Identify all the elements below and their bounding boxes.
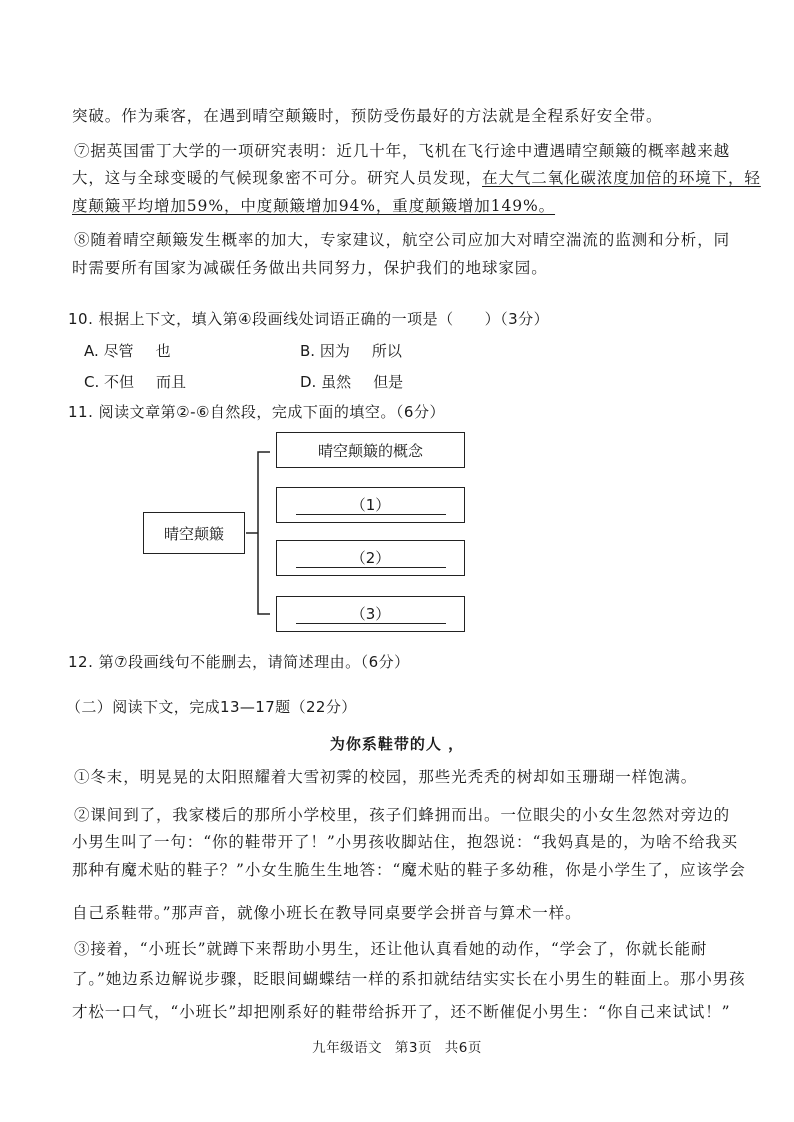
diagram-root-box: 晴空颠簸 xyxy=(143,512,245,554)
paragraph-7-line-1: ⑦据英国雷丁大学的一项研究表明：近几十年，飞机在飞行途中遭遇晴空颠簸的概率越来越 xyxy=(74,142,731,160)
question-10-stem: 10. 根据上下文，填入第④段画线处词语正确的一项是（ ）（3分） xyxy=(68,310,550,328)
page-footer xyxy=(0,1036,794,1056)
passage-2-paragraph-3-line-2: 了。”她边系边解说步骤，眨眼间蝴蝶结一样的系扣就结结实实长在小男生的鞋面上。那小男孩 xyxy=(72,970,746,988)
diagram-blank-1[interactable] xyxy=(276,487,465,523)
footer-total-pages: 共6页 xyxy=(444,1040,482,1056)
question-11-stem: 11. 阅读文章第②-⑥自然段，完成下面的填空。（6分） xyxy=(68,403,445,421)
passage-2-paragraph-2-line-3: 那种有魔术贴的鞋子？”小女生脆生生地答：“魔术贴的鞋子多幼稚，你是小学生了，应该学会 xyxy=(72,861,746,879)
paragraph-6-tail: 突破。作为乘客，在遇到晴空颠簸时，预防受伤最好的方法就是全程系好安全带。 xyxy=(72,107,663,125)
section-2-heading: （二）阅读下文，完成13—17题（22分） xyxy=(66,698,357,716)
blank-3-label: （3） xyxy=(296,605,446,624)
footer-page-number: 第3页 xyxy=(394,1040,432,1056)
paragraph-8-line-2: 时需要所有国家为减碳任务做出共同努力，保护我们的地球家园。 xyxy=(72,259,548,277)
q10-option-b[interactable]: B. 因为 所以 xyxy=(300,342,402,360)
passage-2-paragraph-2-line-4: 自己系鞋带。”那声音，就像小班长在教导同桌要学会拼音与算术一样。 xyxy=(72,904,582,922)
paragraph-7-plain: 大，这与全球变暖的气候现象密不可分。研究人员发现， xyxy=(72,169,483,187)
q10-option-a[interactable]: A. 尽管 也 xyxy=(84,342,171,360)
blank-2-label: （2） xyxy=(296,549,446,568)
q10-option-d[interactable]: D. 虽然 但是 xyxy=(300,373,404,391)
diagram-branch-concept: 晴空颠簸的概念 xyxy=(276,432,465,468)
footer-subject: 九年级语文 xyxy=(312,1040,383,1056)
passage-2-paragraph-3-line-1: ③接着，“小班长”就蹲下来帮助小男生，还让他认真看她的动作，“学会了，你就长能耐 xyxy=(74,940,708,958)
diagram-blank-2[interactable] xyxy=(276,540,465,576)
question-12-stem: 12. 第⑦段画线句不能删去，请简述理由。（6分） xyxy=(68,653,410,671)
passage-2-paragraph-2-line-1: ②课间到了，我家楼后的那所小学校里，孩子们蜂拥而出。一位眼尖的小女生忽然对旁边的 xyxy=(74,806,731,824)
passage-2-title: 为你系鞋带的人 ， xyxy=(329,735,465,753)
blank-1-label: （1） xyxy=(296,496,446,515)
passage-2-paragraph-3-line-3: 才松一口气，“小班长”却把刚系好的鞋带给拆开了，还不断催促小男生：“你自己来试试！” xyxy=(72,1003,731,1021)
passage-2-paragraph-2-line-2: 小男生叫了一句：“你的鞋带开了！”小男孩收脚站住，抱怨说：“我妈真是的，为啥不给我买 xyxy=(72,833,739,851)
q10-option-c[interactable]: C. 不但 而且 xyxy=(84,373,187,391)
diagram-blank-3[interactable] xyxy=(276,596,465,632)
bracket-line xyxy=(258,452,270,614)
paragraph-7-underlined-sentence-end: 度颠簸平均增加59%，中度颠簸增加94%，重度颠簸增加149%。 xyxy=(72,197,556,215)
paragraph-8-line-1: ⑧随着晴空颠簸发生概率的加大，专家建议，航空公司应加大对晴空湍流的监测和分析，同 xyxy=(74,231,731,249)
passage-2-paragraph-1: ①冬末，明晃晃的太阳照耀着大雪初霁的校园，那些光秃秃的树却如玉珊瑚一样饱满。 xyxy=(74,768,698,786)
paragraph-7-underlined-sentence: 在大气二氧化碳浓度加倍的环境下，轻 xyxy=(482,169,761,187)
